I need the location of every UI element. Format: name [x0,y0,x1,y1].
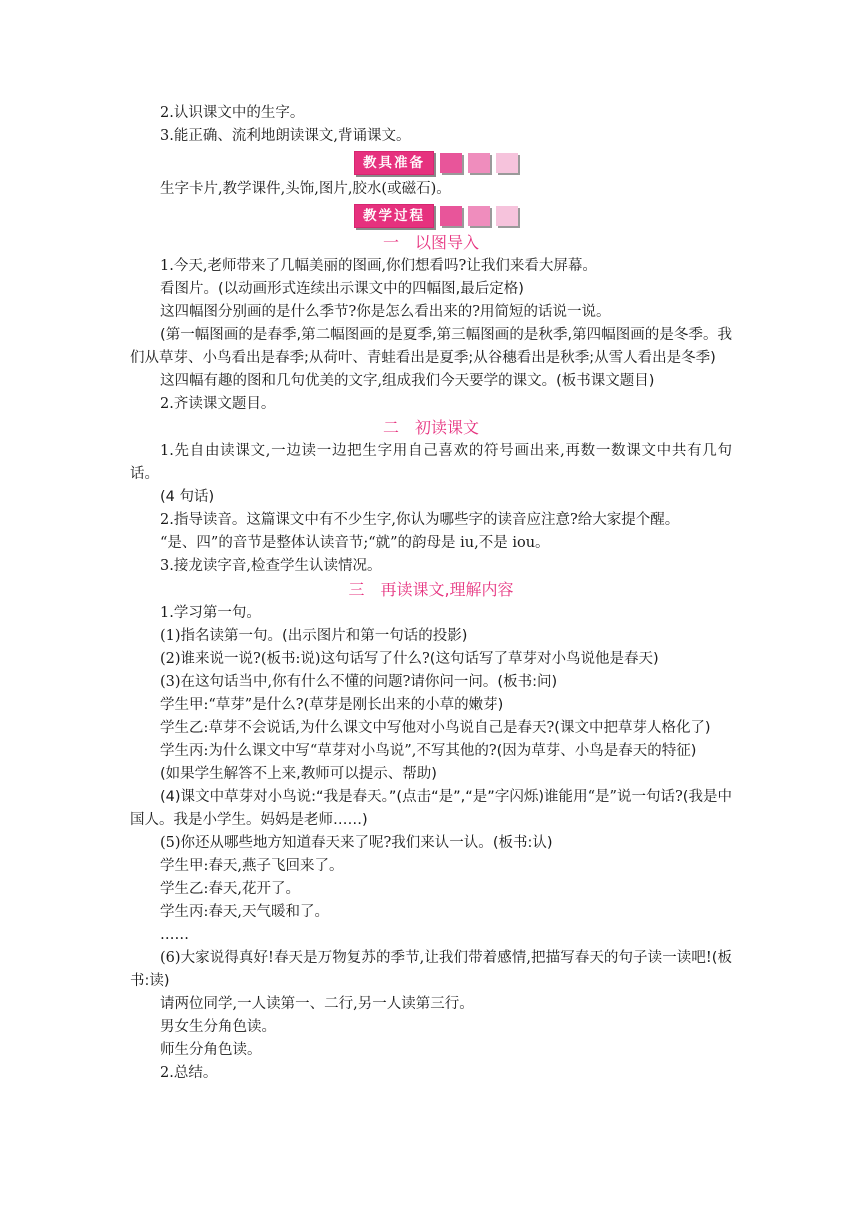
materials-list: 生字卡片,教学课件,头饰,图片,胶水(或磁石)。 [160,181,451,197]
paragraph: 男女生分角色读。 [160,1019,276,1035]
banner-square-icon [468,153,490,173]
paragraph: 学生乙:春天,花开了。 [160,881,300,897]
paragraph: (1)指名读第一句。(出示图片和第一句话的投影) [160,628,468,644]
paragraph: 这四幅图分别画的是什么季节?你是怎么看出来的?用简短的话说一说。 [160,304,611,320]
paragraph: 请两位同学,一人读第一、二行,另一人读第三行。 [160,996,474,1012]
answer-paragraph: (如果学生解答不上来,教师可以提示、帮助) [160,766,437,782]
paragraph: 学生甲:“草芽”是什么?(草芽是刚长出来的小草的嫩芽) [160,697,504,713]
paragraph: 3.接龙读字音,检查学生认读情况。 [160,558,382,574]
paragraph: “是、四”的音节是整体认读音节;“就”的韵母是 iu,不是 iou。 [160,535,550,551]
paragraph: (3)在这句话当中,你有什么不懂的问题?请你问一问。(板书:问) [160,674,558,690]
paragraph: 1.今天,老师带来了几幅美丽的图画,你们想看吗?让我们来看大屏幕。 [160,258,597,274]
paragraph: 学生丙:为什么课文中写“草芽对小鸟说”,不写其他的?(因为草芽、小鸟是春天的特征) [160,743,697,759]
paragraph: 1.学习第一句。 [160,605,261,621]
paragraph: 学生乙:草芽不会说话,为什么课文中写他对小鸟说自己是春天?(课文中把草芽人格化了) [160,720,711,736]
banner-label: 教具准备 [354,151,434,175]
banner-square-icon [468,206,490,226]
banner-square-icon [496,206,518,226]
paragraph: 师生分角色读。 [160,1042,262,1058]
paragraph: 看图片。(以动画形式连续出示课文中的四幅图,最后定格) [160,281,524,297]
paragraph: (4)课文中草芽对小鸟说:“我是春天。”(点击“是”,“是”字闪烁)谁能用“是”说一句话?(我是中国人。我是小学生。妈妈是老师……) [130,789,732,828]
paragraph: 学生甲:春天,燕子飞回来了。 [160,858,344,874]
paragraph: (2)谁来说一说?(板书:说)这句话写了什么?(这句话写了草芽对小鸟说他是春天) [160,651,659,667]
section-banner-process [130,201,732,231]
section-heading-3: 三 再读课文,理解内容 [348,580,514,599]
banner-square-icon [440,153,462,173]
answer-paragraph: (4 句话) [160,489,215,505]
paragraph: (5)你还从哪些地方知道春天来了呢?我们来认一认。(板书:认) [160,835,553,851]
paragraph: 学生丙:春天,天气暖和了。 [160,904,329,920]
paragraph: 2.总结。 [160,1065,218,1081]
section-banner-materials [130,148,732,178]
banner-label: 教学过程 [354,204,434,228]
banner-square-icon [496,153,518,173]
banner-square-icon [440,206,462,226]
paragraph: 2.齐读课文题目。 [160,396,276,412]
paragraph: 1.先自由读课文,一边读一边把生字用自己喜欢的符号画出来,再数一数课文中共有几句话。 [130,443,732,482]
objective-2: 2.认识课文中的生字。 [160,105,305,121]
objective-3: 3.能正确、流利地朗读课文,背诵课文。 [160,128,411,144]
paragraph: 这四幅有趣的图和几句优美的文字,组成我们今天要学的课文。(板书课文题目) [160,373,655,389]
section-heading-1: 一 以图导入 [382,233,479,252]
section-heading-2: 二 初读课文 [382,418,479,437]
ellipsis: …… [160,927,189,943]
lesson-content [130,102,732,1085]
answer-paragraph: (第一幅图画的是春季,第二幅图画的是夏季,第三幅图画的是秋季,第四幅图画的是冬季。我们从草芽、小鸟看出是春季;从荷叶、青蛙看出是夏季;从谷穗看出是秋季;从雪人看出是冬季) [130,327,732,366]
paragraph: 2.指导读音。这篇课文中有不少生字,你认为哪些字的读音应注意?给大家提个醒。 [160,512,680,528]
paragraph: (6)大家说得真好!春天是万物复苏的季节,让我们带着感情,把描写春天的句子读一读吧!(板书:读) [130,950,732,989]
